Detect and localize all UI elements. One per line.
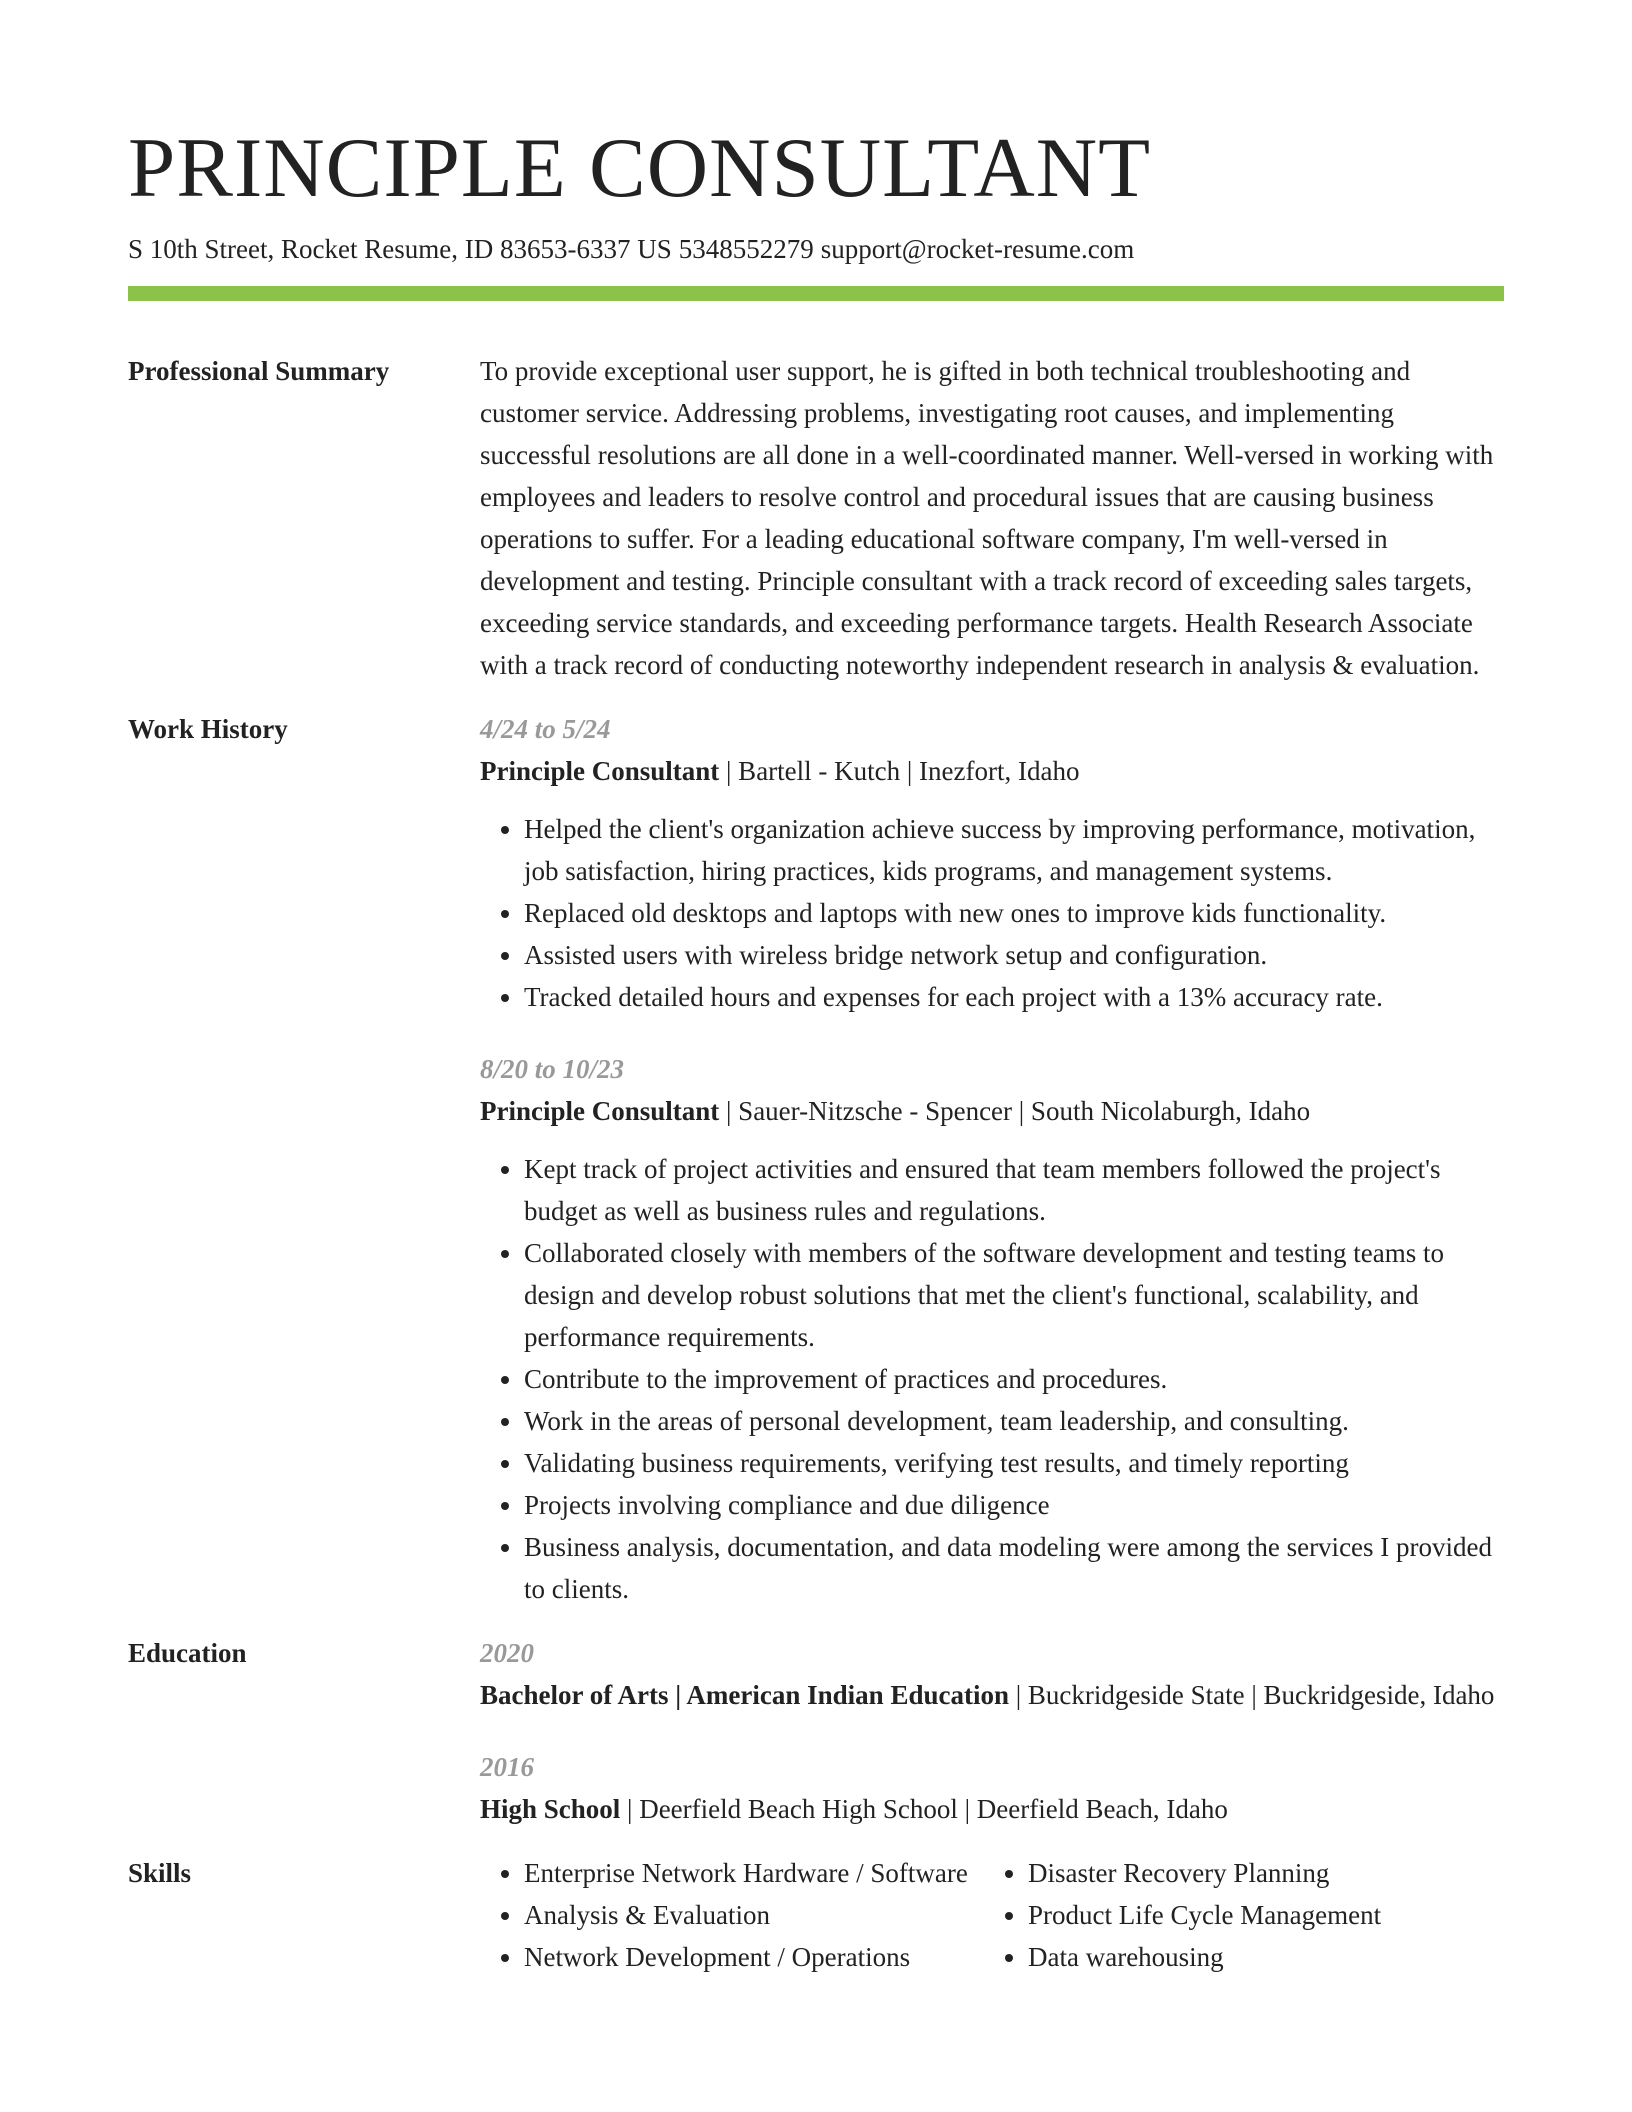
work-section (128, 708, 1504, 1610)
education-details: | Buckridgeside State | Buckridgeside, Idaho (1008, 1680, 1495, 1710)
job-title: Principle Consultant (480, 756, 720, 786)
job-entry (480, 1048, 1504, 1610)
job-bullet: • Projects involving compliance and due diligence (524, 1484, 1504, 1526)
skill-item: • Disaster Recovery Planning (1028, 1852, 1488, 1894)
skills-body (480, 1852, 1504, 1978)
education-year: 2016 (480, 1752, 534, 1782)
job-title-line (480, 750, 1504, 792)
job-bullets (480, 1148, 1504, 1610)
header-divider (128, 286, 1504, 301)
skill-item: • Enterprise Network Hardware / Software (524, 1852, 984, 1894)
education-details: | Deerfield Beach High School | Deerfield Beach, Idaho (620, 1794, 1228, 1824)
work-heading: Work History (128, 714, 288, 744)
skill-item: • Analysis & Evaluation (524, 1894, 984, 1936)
job-bullet: • Validating business requirements, verifying test results, and timely reporting (524, 1442, 1504, 1484)
education-section (128, 1632, 1504, 1830)
skills-column-1 (480, 1852, 984, 1978)
education-body (480, 1632, 1504, 1830)
education-heading: Education (128, 1638, 247, 1668)
skill-item: • Data warehousing (1028, 1936, 1488, 1978)
job-dates: 4/24 to 5/24 (480, 714, 611, 744)
education-entry (480, 1746, 1504, 1830)
summary-body (480, 350, 1504, 686)
skills-column-2 (984, 1852, 1488, 1978)
education-year: 2020 (480, 1638, 534, 1668)
contact-phone: 5348552279 (678, 234, 814, 264)
job-bullet: • Work in the areas of personal development, team leadership, and consulting. (524, 1400, 1504, 1442)
education-degree: High School (480, 1794, 621, 1824)
skills-columns (480, 1852, 1504, 1978)
job-title: Principle Consultant (480, 1096, 720, 1126)
education-title-line (480, 1674, 1504, 1716)
job-bullet: • Contribute to the improvement of practices and procedures. (524, 1358, 1504, 1400)
skill-item: • Network Development / Operations (524, 1936, 984, 1978)
resume-sections (128, 350, 1504, 2000)
job-bullet: • Business analysis, documentation, and data modeling were among the services I provided to clients. (524, 1526, 1504, 1610)
education-entry (480, 1632, 1504, 1716)
job-bullet: • Kept track of project activities and ensured that team members followed the project's budget as well as business rules and regulations. (524, 1148, 1504, 1232)
job-details: | Sauer-Nitzsche - Spencer | South Nicolaburgh, Idaho (719, 1096, 1311, 1126)
education-degree: Bachelor of Arts | American Indian Education (480, 1680, 1009, 1710)
job-bullet: • Tracked detailed hours and expenses for each project with a 13% accuracy rate. (524, 976, 1504, 1018)
job-bullet: • Helped the client's organization achieve success by improving performance, motivation, job satisfaction, hiring practices, kids programs, and management systems. (524, 808, 1504, 892)
contact-address: S 10th Street, Rocket Resume, ID 83653-6337 US (128, 234, 672, 264)
job-bullet: • Replaced old desktops and laptops with new ones to improve kids functionality. (524, 892, 1504, 934)
contact-email[interactable]: support@rocket-resume.com (820, 234, 1135, 264)
contact-line (128, 232, 1504, 266)
job-details: | Bartell - Kutch | Inezfort, Idaho (719, 756, 1080, 786)
summary-heading: Professional Summary (128, 356, 390, 386)
skills-section (128, 1852, 1504, 1978)
work-body (480, 708, 1504, 1610)
resume-header (128, 118, 1504, 266)
job-title-line (480, 1090, 1504, 1132)
candidate-name: PRINCIPLE CONSULTANT (128, 121, 1152, 215)
job-bullet: • Collaborated closely with members of the software development and testing teams to design and develop robust solutions that met the client's functional, scalability, and performance requirements. (524, 1232, 1504, 1358)
skill-item: • Product Life Cycle Management (1028, 1894, 1488, 1936)
job-bullets (480, 808, 1504, 1018)
skills-heading: Skills (128, 1858, 192, 1888)
summary-section (128, 350, 1504, 686)
job-entry (480, 708, 1504, 1018)
education-title-line (480, 1788, 1504, 1830)
summary-text: To provide exceptional user support, he is gifted in both technical troubleshooting and customer service. Addressing problems, investigating root causes, and implementing successful resolutions are all done in a well-coordinated manner. Well-versed in working with employees and leaders to resolve control and procedural issues that are causing business operations to suffer. For a leading educational software company, I'm well-versed in development and testing. Principle consultant with a track record of exceeding sales targets, exceeding service standards, and exceeding performance targets. Health Research Associate with a track record of conducting noteworthy independent research in analysis & evaluation. (480, 356, 1494, 680)
job-bullet: • Assisted users with wireless bridge network setup and configuration. (524, 934, 1504, 976)
job-dates: 8/20 to 10/23 (480, 1054, 625, 1084)
